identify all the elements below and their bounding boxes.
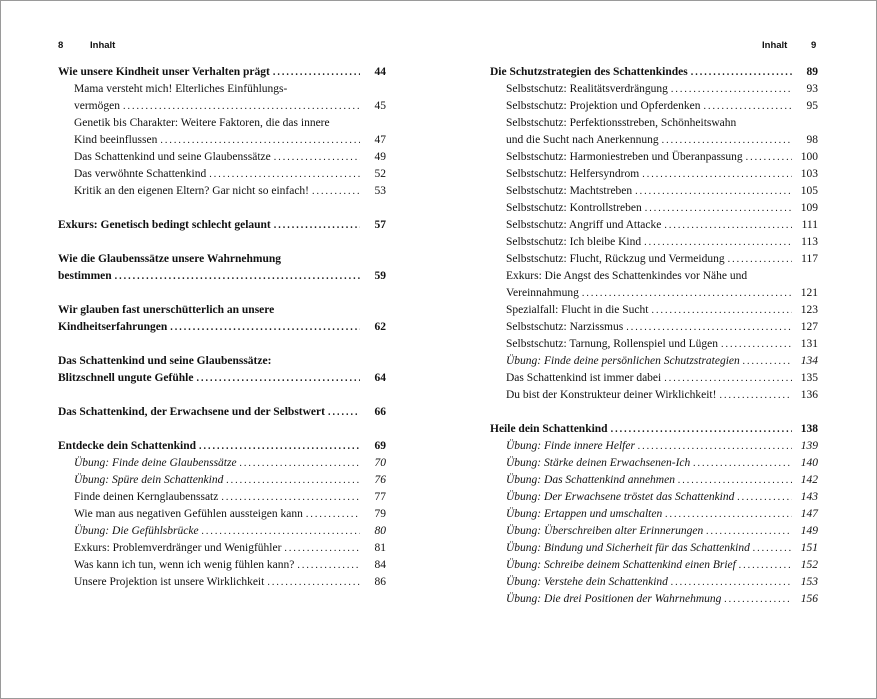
toc-entry [58, 506, 386, 523]
toc-page-number: 70 [374, 457, 386, 469]
toc-entry-title: Blitzschnell ungute Gefühle [58, 372, 194, 384]
toc-page-number: 138 [800, 423, 818, 435]
toc-dot-leader [662, 132, 792, 149]
toc-gap [58, 336, 386, 353]
toc-entry-title: Was kann ich tun, wenn ich wenig fühlen kann? [74, 559, 295, 571]
toc-page-number: 113 [801, 236, 818, 248]
toc-entry [58, 149, 386, 166]
toc-gap [58, 421, 386, 438]
toc-entry [490, 370, 818, 387]
toc-page-number: 64 [374, 372, 386, 384]
toc-entry-title: Selbstschutz: Angriff und Attacke [506, 219, 662, 231]
toc-dot-leader [202, 523, 360, 540]
toc-dot-leader [273, 64, 360, 81]
toc-entry-line: Mama versteht mich! Elterliches Einfühlungs- [74, 83, 288, 95]
toc-entry [490, 285, 818, 302]
toc-entry [490, 540, 818, 557]
toc-page-number: 135 [800, 372, 818, 384]
toc-entry-title: Du bist der Konstrukteur deiner Wirklichkeit! [506, 389, 717, 401]
toc-entry-title: Übung: Das Schattenkind annehmen [506, 474, 675, 486]
toc-dot-leader [196, 370, 360, 387]
toc-entry-title: Die Schutzstrategien des Schattenkindes [490, 66, 688, 78]
toc-entry-title: Übung: Spüre dein Schattenkind [74, 474, 224, 486]
toc-page-number: 44 [374, 66, 386, 78]
toc-dot-leader [746, 149, 792, 166]
toc-entry-title: Übung: Bindung und Sicherheit für das Schattenkind [506, 542, 750, 554]
toc-entry-title: Das Schattenkind und seine Glaubenssätze [74, 151, 271, 163]
toc-dot-leader [240, 455, 360, 472]
toc-entry-title: Entdecke dein Schattenkind [58, 440, 197, 452]
right-page-number: 9 [811, 40, 817, 51]
toc-page-number: 49 [374, 151, 386, 163]
toc-page-number: 149 [800, 525, 818, 537]
toc-dot-leader [274, 217, 360, 234]
toc-entry-title: Kritik an den eigenen Eltern? Gar nicht so einfach! [74, 185, 310, 197]
toc-page-number: 77 [374, 491, 386, 503]
toc-entry-title: Exkurs: Problemverdränger und Wenigfühler [74, 542, 282, 554]
toc-dot-leader [644, 234, 792, 251]
toc-entry-title: Das Schattenkind ist immer dabei [506, 372, 662, 384]
toc-entry-line: Wie die Glaubenssätze unsere Wahrnehmung [58, 253, 282, 265]
toc-dot-leader [664, 217, 792, 234]
toc-dot-leader [642, 166, 792, 183]
toc-dot-leader [115, 268, 360, 285]
toc-entry-title: Wie unsere Kindheit unser Verhalten prägt [58, 66, 270, 78]
toc-entry-title: Selbstschutz: Ich bleibe Kind [506, 236, 642, 248]
toc-dot-leader [226, 472, 360, 489]
toc-page-number: 152 [800, 559, 818, 571]
toc-entry [490, 217, 818, 234]
toc-dot-leader [665, 506, 792, 523]
toc-page-number: 80 [374, 525, 386, 537]
toc-entry-title: Übung: Finde innere Helfer [506, 440, 635, 452]
toc-entry [58, 472, 386, 489]
toc-entry [58, 557, 386, 574]
toc-page-number: 131 [800, 338, 818, 350]
toc-entry [58, 404, 386, 421]
toc-entry [58, 489, 386, 506]
toc-entry-title: und die Sucht nach Anerkennung [506, 134, 659, 146]
toc-entry [490, 98, 818, 115]
toc-entry-title: Selbstschutz: Helfersyndrom [506, 168, 640, 180]
toc-entry [490, 557, 818, 574]
toc-dot-leader [626, 319, 792, 336]
toc-entry-title: Übung: Stärke deinen Erwachsenen-Ich [506, 457, 691, 469]
toc-entry-title: Selbstschutz: Flucht, Rückzug und Vermeidung [506, 253, 725, 265]
toc-page-number: 147 [800, 508, 818, 520]
left-page-number: 8 [58, 40, 64, 51]
toc-dot-leader [312, 183, 360, 200]
toc-entry-title: Übung: Der Erwachsene tröstet das Schattenkind [506, 491, 735, 503]
toc-entry-title: Übung: Schreibe deinem Schattenkind einen Brief [506, 559, 736, 571]
toc-dot-leader [123, 98, 360, 115]
toc-dot-leader [328, 404, 360, 421]
toc-entry-title: Finde deinen Kernglaubenssatz [74, 491, 219, 503]
toc-dot-leader [743, 353, 792, 370]
toc-entry-title: Übung: Ertappen und umschalten [506, 508, 663, 520]
toc-entry-title: Übung: Die drei Positionen der Wahrnehmung [506, 593, 722, 605]
toc-dot-leader [611, 421, 792, 438]
toc-entry [58, 64, 386, 81]
toc-entry-title: Selbstschutz: Machtstreben [506, 185, 633, 197]
toc-entry [490, 591, 818, 608]
toc-page-number: 143 [800, 491, 818, 503]
toc-entry-title: bestimmen [58, 270, 112, 282]
toc-entry [58, 98, 386, 115]
toc-page-number: 103 [800, 168, 818, 180]
toc-dot-leader [199, 438, 360, 455]
toc-entry-title: Selbstschutz: Kontrollstreben [506, 202, 642, 214]
toc-dot-leader [274, 149, 360, 166]
toc-page-number: 66 [374, 406, 386, 418]
toc-page-number: 89 [806, 66, 818, 78]
toc-entry [58, 438, 386, 455]
toc-entry [490, 353, 818, 370]
toc-dot-leader [691, 64, 792, 81]
toc-page-number: 47 [374, 134, 386, 146]
toc-entry [490, 489, 818, 506]
toc-entry-title: Das Schattenkind, der Erwachsene und der Selbstwert [58, 406, 325, 418]
toc-entry [58, 523, 386, 540]
toc-entry [490, 438, 818, 455]
toc-dot-leader [267, 574, 360, 591]
toc-dot-leader [671, 81, 792, 98]
toc-page-number: 86 [374, 576, 386, 588]
toc-entry [490, 319, 818, 336]
toc-dot-leader [635, 183, 792, 200]
toc-entry [490, 183, 818, 200]
toc-dot-leader [671, 574, 792, 591]
toc-entry [490, 506, 818, 523]
toc-page-number: 62 [374, 321, 386, 333]
toc-gap [58, 387, 386, 404]
toc-entry-title: Übung: Verstehe dein Schattenkind [506, 576, 668, 588]
toc-entry [58, 540, 386, 557]
toc-page-number: 156 [800, 593, 818, 605]
toc-dot-leader [719, 387, 792, 404]
toc-entry-title: Kindheitserfahrungen [58, 321, 168, 333]
toc-entry-line: Selbstschutz: Perfektionsstreben, Schönheitswahn [506, 117, 737, 129]
toc-entry [490, 472, 818, 489]
toc-dot-leader [706, 523, 792, 540]
toc-entry-line: Wir glauben fast unerschütterlich an unsere [58, 304, 275, 316]
toc-entry-title: Wie man aus negativen Gefühlen aussteigen kann [74, 508, 303, 520]
toc-entry [58, 370, 386, 387]
toc-entry-title: vermögen [74, 100, 120, 112]
toc-gap [58, 234, 386, 251]
toc-gap [58, 200, 386, 217]
toc-entry [58, 166, 386, 183]
toc-gap [58, 285, 386, 302]
right-running-head: Inhalt [762, 40, 788, 51]
toc-dot-leader [651, 302, 792, 319]
toc-page-number: 153 [800, 576, 818, 588]
toc-page-number: 140 [800, 457, 818, 469]
toc-entry [490, 523, 818, 540]
toc-page-number: 127 [800, 321, 818, 333]
toc-page-number: 76 [374, 474, 386, 486]
toc-page-number: 57 [374, 219, 386, 231]
toc-page-number: 79 [374, 508, 386, 520]
toc-page-number: 142 [800, 474, 818, 486]
right-toc-page [490, 64, 818, 608]
toc-page-number: 139 [800, 440, 818, 452]
toc-entry [490, 149, 818, 166]
toc-dot-leader [728, 251, 792, 268]
toc-dot-leader [306, 506, 360, 523]
toc-dot-leader [160, 132, 360, 149]
left-toc-page [58, 64, 386, 591]
toc-entry-title: Selbstschutz: Tarnung, Rollenspiel und Lügen [506, 338, 719, 350]
toc-page-number: 53 [374, 185, 386, 197]
toc-dot-leader [721, 336, 792, 353]
toc-entry-title: Übung: Finde deine persönlichen Schutzstrategien [506, 355, 740, 367]
toc-page-number: 81 [374, 542, 386, 554]
toc-gap [490, 404, 818, 421]
toc-page-number: 69 [374, 440, 386, 452]
toc-entry-line: Genetik bis Charakter: Weitere Faktoren, die das innere [74, 117, 330, 129]
toc-page-number: 121 [800, 287, 818, 299]
toc-dot-leader [638, 438, 792, 455]
toc-dot-leader [284, 540, 360, 557]
toc-entry [490, 421, 818, 438]
toc-entry-title: Unsere Projektion ist unsere Wirklichkeit [74, 576, 265, 588]
toc-dot-leader [209, 166, 360, 183]
toc-dot-leader [645, 200, 792, 217]
toc-page-number: 111 [801, 219, 818, 231]
toc-entry-title: Exkurs: Genetisch bedingt schlecht gelaunt [58, 219, 271, 231]
toc-entry-title: Übung: Die Gefühlsbrücke [74, 525, 199, 537]
toc-entry [490, 574, 818, 591]
toc-entry-title: Selbstschutz: Realitätsverdrängung [506, 83, 668, 95]
toc-entry-title: Übung: Finde deine Glaubenssätze [74, 457, 237, 469]
toc-entry [58, 319, 386, 336]
toc-entry [58, 574, 386, 591]
toc-page-number: 134 [800, 355, 818, 367]
toc-page-number: 84 [374, 559, 386, 571]
toc-entry [58, 455, 386, 472]
toc-entry [490, 200, 818, 217]
toc-entry [490, 64, 818, 81]
toc-entry [490, 336, 818, 353]
toc-entry [58, 183, 386, 200]
toc-entry-title: Selbstschutz: Projektion und Opferdenken [506, 100, 701, 112]
toc-entry [490, 132, 818, 149]
toc-entry-title: Das verwöhnte Schattenkind [74, 168, 207, 180]
toc-entry-line: Exkurs: Die Angst des Schattenkindes vor Nähe und [506, 270, 748, 282]
toc-dot-leader [693, 455, 792, 472]
toc-entry-title: Spezialfall: Flucht in die Sucht [506, 304, 649, 316]
toc-dot-leader [678, 472, 792, 489]
toc-page-number: 100 [800, 151, 818, 163]
toc-entry-title: Kind beeinflussen [74, 134, 158, 146]
toc-entry [490, 251, 818, 268]
toc-entry-title: Übung: Überschreiben alter Erinnerungen [506, 525, 704, 537]
toc-page-number: 93 [806, 83, 818, 95]
toc-page-number: 98 [806, 134, 818, 146]
toc-page-number: 59 [374, 270, 386, 282]
toc-entry [58, 217, 386, 234]
toc-dot-leader [739, 557, 792, 574]
toc-entry-title: Selbstschutz: Narzissmus [506, 321, 624, 333]
toc-page-number: 95 [806, 100, 818, 112]
toc-dot-leader [737, 489, 792, 506]
toc-page-number: 45 [374, 100, 386, 112]
toc-entry [490, 455, 818, 472]
toc-entry [490, 234, 818, 251]
toc-dot-leader [170, 319, 360, 336]
toc-page-number: 136 [800, 389, 818, 401]
toc-dot-leader [221, 489, 360, 506]
toc-entry-title: Vereinnahmung [506, 287, 579, 299]
toc-entry [490, 302, 818, 319]
toc-entry-title: Heile dein Schattenkind [490, 423, 608, 435]
toc-entry [58, 132, 386, 149]
toc-entry [490, 81, 818, 98]
toc-page-number: 109 [800, 202, 818, 214]
toc-dot-leader [724, 591, 792, 608]
toc-entry-title: Selbstschutz: Harmoniestreben und Überanpassung [506, 151, 743, 163]
toc-dot-leader [664, 370, 792, 387]
toc-page-number: 117 [801, 253, 818, 265]
toc-page-number: 52 [374, 168, 386, 180]
toc-entry [490, 387, 818, 404]
left-running-head: Inhalt [90, 40, 116, 51]
toc-dot-leader [753, 540, 792, 557]
toc-entry [58, 268, 386, 285]
toc-page-number: 151 [800, 542, 818, 554]
toc-dot-leader [582, 285, 792, 302]
toc-entry-line: Das Schattenkind und seine Glaubenssätze: [58, 355, 272, 367]
toc-dot-leader [297, 557, 360, 574]
toc-page-number: 123 [800, 304, 818, 316]
toc-entry [490, 166, 818, 183]
toc-dot-leader [704, 98, 792, 115]
toc-page-number: 105 [800, 185, 818, 197]
